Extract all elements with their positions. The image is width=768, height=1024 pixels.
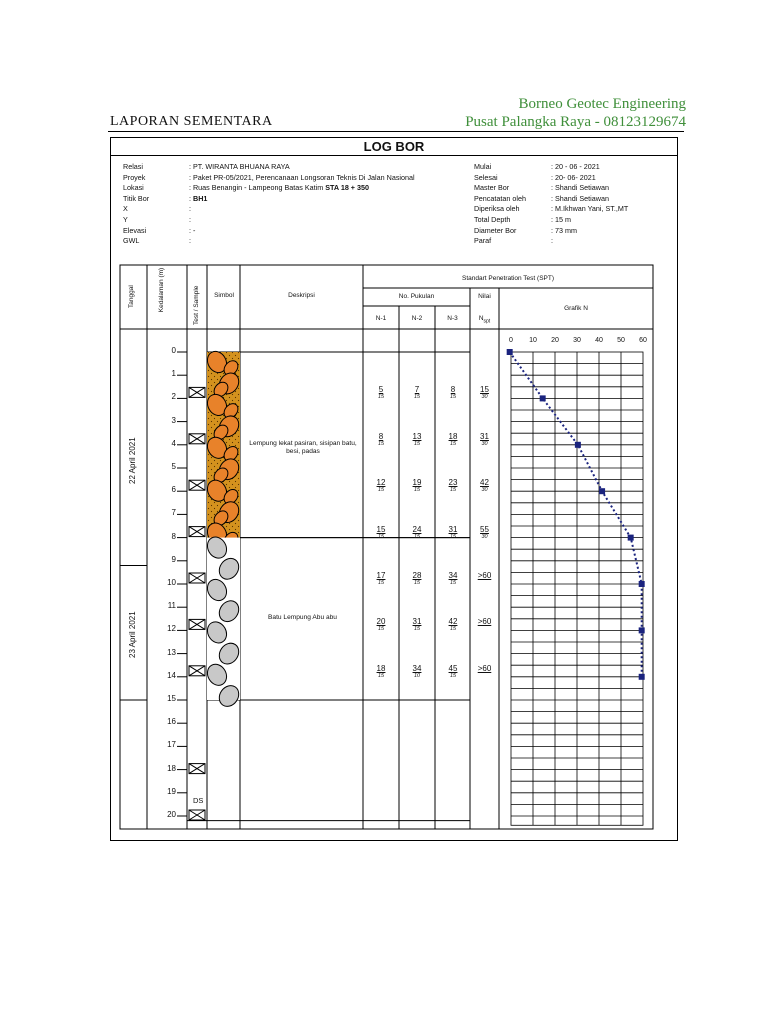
spt-blow-count: 31 [412, 617, 422, 627]
col-kedalaman: Kedalaman (m) [158, 267, 165, 313]
layer-description: Batu Lempung Abu abu [268, 614, 337, 622]
chart-x-tick: 30 [573, 337, 581, 344]
spt-blow-count: 17 [376, 571, 386, 580]
nspt-label: N [478, 315, 484, 322]
chart-x-tick: 40 [595, 337, 603, 344]
info-right-value: : Shandi Setiawan [551, 183, 609, 193]
info-right-label: Paraf [474, 236, 492, 246]
spt-blow-count: 23 [448, 478, 458, 488]
chart-point [639, 581, 645, 587]
spt-penetration: 15 [449, 580, 457, 586]
depth-label: 16 [167, 717, 176, 727]
info-left-value-bold: BH1 [193, 193, 208, 203]
info-right-value: : Shandi Setiawan [551, 193, 609, 203]
log-outer-border [120, 265, 653, 829]
col-simbol: Simbol [214, 292, 234, 299]
col-no-pukulan: No. Pukulan [398, 293, 435, 300]
chart-x-tick: 50 [617, 337, 625, 344]
spt-penetration: 15 [377, 672, 385, 679]
depth-label: 3 [171, 415, 176, 425]
company-name: Borneo Geotec Engineering [518, 96, 686, 112]
col-spt: Standart Penetration Test (SPT) [461, 275, 554, 282]
spt-penetration: 15 [377, 487, 385, 494]
log-title: LOG BOR [363, 139, 425, 154]
spt-nspt-penetration: 30 [481, 394, 488, 401]
ds-label: DS [193, 795, 204, 805]
spt-blow-count: 19 [412, 478, 422, 488]
depth-label: 15 [167, 694, 176, 703]
spt-blow-count: 18 [448, 431, 458, 441]
col-deskripsi: Deskripsi [288, 292, 315, 299]
info-left-label: Y [123, 214, 128, 224]
info-right-value: : 73 mm [551, 225, 577, 235]
info-left-value: : [189, 193, 193, 203]
date-label: 22 April 2021 [128, 437, 137, 485]
chart-x-tick: 60 [639, 337, 647, 344]
company-branch: Pusat Palangka Raya - 08123129674 [465, 114, 686, 130]
col-n2: N-2 [411, 315, 423, 322]
spt-blow-count: 34 [412, 663, 422, 673]
spt-penetration: 15 [377, 626, 385, 633]
spt-penetration: 15 [413, 626, 421, 633]
spt-nspt-penetration: 30 [481, 533, 488, 540]
spt-penetration: 15 [413, 440, 421, 447]
chart-x-tick: 0 [509, 337, 513, 344]
info-left-value: : [189, 236, 191, 246]
depth-label: 10 [167, 578, 176, 587]
info-right-label: Pencatatan oleh [474, 193, 526, 203]
spt-blow-count: 13 [412, 431, 422, 441]
col-n3: N-3 [447, 315, 458, 322]
info-left-label: Lokasi [123, 183, 144, 193]
spt-blow-count: 12 [376, 478, 386, 488]
spt-blow-count: 20 [376, 617, 386, 627]
chart-point [599, 488, 605, 494]
info-left-label: Elevasi [123, 225, 147, 235]
depth-label: 19 [167, 786, 176, 796]
col-nilai: Nilai [478, 293, 491, 300]
depth-label: 6 [171, 485, 176, 495]
info-right-value: : M.Ikhwan Yani, ST.,MT [551, 204, 629, 214]
depth-label: 2 [171, 392, 176, 402]
chart-x-tick: 10 [529, 337, 537, 344]
spt-nspt-value: 15 [480, 385, 489, 395]
depth-label: 20 [167, 810, 176, 819]
spt-penetration: 15 [413, 580, 421, 586]
info-right-label: Selesai [474, 172, 498, 182]
spt-nspt-value: 42 [480, 478, 489, 488]
chart-x-tick: 20 [551, 337, 559, 344]
info-right-label: Diameter Bor [474, 225, 517, 235]
info-left-value: : Paket PR-05/2021, Perencanaan Longsoran Teknis Di Jalan Nasional [189, 172, 415, 182]
info-left-value: : PT. WIRANTA BHUANA RAYA [189, 162, 290, 171]
report-title: LAPORAN SEMENTARA [110, 114, 273, 129]
chart-point [628, 535, 634, 541]
spt-nspt-value: 31 [480, 431, 489, 441]
info-left-value: : - [189, 225, 196, 235]
depth-label: 1 [171, 369, 176, 379]
info-left-label: X [123, 204, 128, 214]
depth-label: 5 [171, 462, 176, 471]
spt-blow-count: 5 [378, 385, 384, 395]
depth-label: 13 [167, 647, 176, 657]
date-label: 23 April 2021 [128, 611, 137, 659]
spt-penetration: 15 [377, 440, 385, 447]
col-tanggal: Tanggal [128, 285, 135, 308]
info-right-label: Diperiksa oleh [474, 204, 520, 214]
chart-point [639, 627, 645, 633]
col-grafik: Grafik N [564, 305, 588, 312]
spt-penetration: 15 [413, 487, 421, 494]
info-left-value: : [189, 204, 191, 214]
spt-blow-count: 31 [448, 524, 458, 534]
spt-penetration: 10 [413, 672, 421, 679]
info-right-value: : 20- 06- 2021 [551, 172, 596, 182]
info-left-value: : Ruas Benangin - Lampeong Batas Katim [189, 183, 324, 193]
chart-point [507, 349, 513, 355]
info-left-label: GWL [123, 236, 140, 246]
info-left-value-bold: STA 18 + 350 [323, 183, 369, 193]
depth-label: 12 [167, 624, 176, 634]
spt-nspt-value: >60 [477, 617, 492, 627]
spt-nspt-value: 55 [480, 524, 489, 534]
spt-penetration: 15 [377, 580, 385, 586]
info-right-value: : [551, 236, 553, 246]
depth-label: 11 [167, 601, 176, 611]
spt-nspt-penetration: 30 [481, 440, 488, 447]
spt-penetration: 15 [377, 394, 385, 401]
depth-label: 7 [171, 508, 176, 518]
info-left-label: Titik Bor [123, 193, 150, 203]
chart-point [540, 395, 546, 401]
spt-blow-count: 24 [412, 524, 422, 534]
spt-nspt-value: >60 [477, 571, 492, 580]
spt-penetration: 15 [449, 672, 457, 679]
spt-penetration: 15 [413, 533, 421, 540]
depth-label: 14 [167, 670, 176, 680]
spt-blow-count: 18 [376, 663, 386, 673]
spt-penetration: 15 [449, 533, 457, 540]
depth-label: 0 [171, 346, 176, 355]
nspt-sub: spt [483, 318, 491, 325]
spt-penetration: 15 [377, 533, 385, 540]
layer-description: Lempung lekat pasiran, sisipan batu, besi, padas [249, 440, 357, 456]
spt-blow-count: 7 [414, 385, 420, 395]
depth-label: 4 [171, 438, 176, 448]
depth-label: 9 [171, 554, 176, 564]
spt-blow-count: 42 [448, 617, 458, 627]
col-n1: N-1 [375, 315, 387, 322]
info-left-value: : [189, 214, 191, 224]
col-nspt [470, 315, 499, 324]
info-left-label: Relasi [123, 162, 143, 171]
depth-label: 18 [167, 763, 176, 773]
spt-blow-count: 45 [448, 663, 458, 673]
spt-blow-count: 34 [448, 571, 458, 580]
spt-blow-count: 8 [450, 385, 456, 395]
spt-blow-count: 28 [412, 571, 422, 580]
info-right-label: Total Depth [474, 214, 511, 224]
spt-penetration: 15 [413, 394, 421, 401]
spt-nspt-penetration: 30 [481, 487, 488, 494]
info-left-label: Proyek [123, 172, 146, 182]
spt-penetration: 15 [449, 626, 457, 633]
spt-blow-count: 8 [378, 431, 384, 441]
chart-point [639, 674, 645, 680]
info-right-label: Mulai [474, 162, 492, 171]
info-right-value: : 15 m [551, 214, 571, 224]
spt-penetration: 15 [449, 487, 457, 494]
depth-label: 17 [167, 740, 176, 750]
spt-penetration: 15 [449, 440, 457, 447]
spt-nspt-value: >60 [477, 663, 492, 673]
spt-blow-count: 15 [376, 524, 386, 534]
info-right-label: Master Bor [474, 183, 510, 193]
col-test-sample: Test / Sample [193, 285, 200, 325]
depth-label: 8 [171, 531, 176, 541]
info-right-value: : 20 - 06 - 2021 [551, 162, 600, 171]
chart-point [575, 442, 581, 448]
spt-penetration: 15 [449, 394, 457, 401]
